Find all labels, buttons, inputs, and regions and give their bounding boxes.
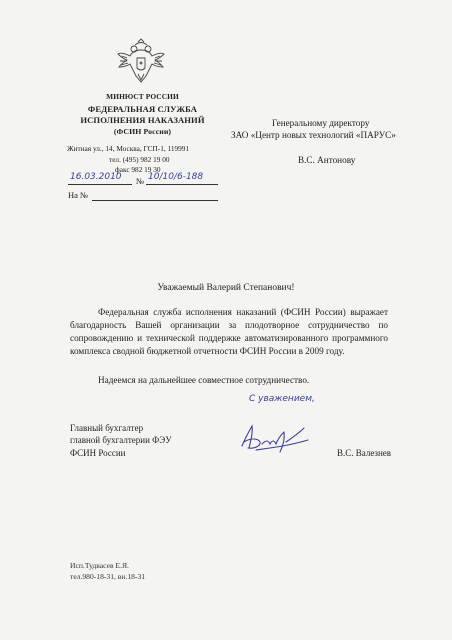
recipient-company: ЗАО «Центр новых технологий «ПАРУС» <box>231 130 396 140</box>
reply-to-underline <box>92 200 218 201</box>
signer-title-line1: Главный бухгалтер <box>70 423 144 433</box>
service-name-line1: ФЕДЕРАЛЬНАЯ СЛУЖБА <box>87 104 198 114</box>
org-fax: факс 982 19 30 <box>115 165 161 174</box>
body-paragraph-1: Федеральная служба исполнения наказаний (ФСИН России) выражает благодарность Вашей организации за плодотворное сотрудничество по сопровождению и технической поддержке автоматизированного программного комплекса сводной бюджетной отчетности ФСИН России в 2009 году. <box>70 307 388 357</box>
handwritten-regards: С уважением, <box>249 394 315 404</box>
service-name-line2: ИСПОЛНЕНИЯ НАКАЗАНИЙ <box>80 115 205 125</box>
service-short-name: (ФСИН России) <box>113 127 172 136</box>
body-paragraph-2: Надеемся на дальнейшее совместное сотрудничество. <box>98 375 310 385</box>
executor-phone: тел.980-18-31, вн.18-31 <box>70 572 146 581</box>
signer-name: В.С. Валезнев <box>337 448 392 458</box>
org-address: Житная ул., 14, Москва, ГСП-1, 119991 <box>67 144 190 153</box>
salutation: Уважаемый Валерий Степанович! <box>157 283 295 293</box>
letter-date: 16.03.2010 <box>70 172 122 182</box>
recipient-name: В.С. Антонову <box>298 155 356 165</box>
signer-title-line2: главной бухгалтерии ФЭУ <box>70 435 172 445</box>
number-label: № <box>136 176 145 186</box>
number-underline <box>146 184 218 185</box>
coat-of-arms-emblem <box>116 38 166 86</box>
ministry-name: МИНЮСТ РОССИИ <box>106 92 179 101</box>
date-underline <box>68 184 132 185</box>
letter-number: 10/10/6-188 <box>148 172 204 182</box>
org-phone: тел. (495) 982 19 00 <box>109 155 170 164</box>
signer-title-line3: ФСИН России <box>70 448 126 458</box>
executor-name: Исп.Тудвасев Е.Я. <box>70 561 129 570</box>
handwritten-signature <box>236 418 316 458</box>
reply-to-label: На № <box>68 190 89 200</box>
recipient-position: Генеральному директору <box>272 118 370 128</box>
